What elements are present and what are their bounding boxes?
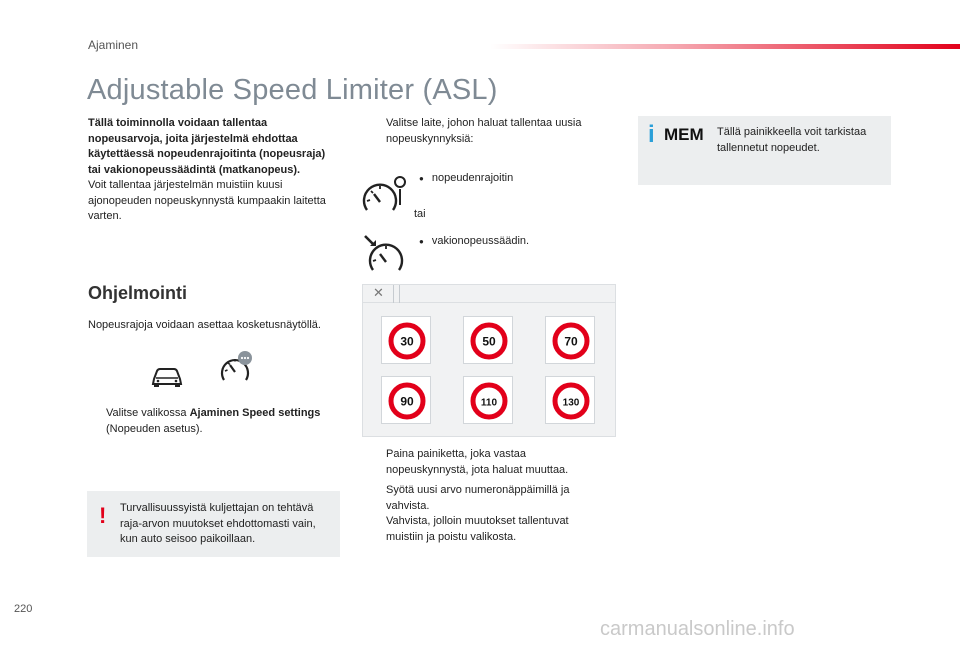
speed-limiter-icon — [362, 172, 410, 216]
speed-settings-icon — [218, 350, 254, 386]
warning-text: Turvallisuussyistä kuljettajan on tehtävä raja-arvon muutokset ehdottomasti vain, kun auto seisoo paikoillaan. — [120, 502, 316, 545]
warning-box — [87, 491, 340, 557]
select-device-text: Valitse laite, johon haluat tallentaa uusia nopeuskynnyksiä: — [386, 117, 582, 145]
speed-sign-icon — [551, 381, 591, 421]
bullet-arrow-icon — [88, 406, 106, 437]
speed-sign-icon — [387, 381, 427, 421]
step-suffix: (Nopeuden asetus). — [106, 422, 203, 435]
speed-preset-button-110[interactable] — [463, 376, 513, 424]
car-icon — [150, 364, 184, 390]
section-heading-programming: Ohjelmointi — [88, 283, 187, 303]
bullet-arrow-icon — [368, 447, 386, 478]
option-limiter — [419, 171, 513, 186]
header-red-line — [490, 44, 960, 49]
step-select-menu — [88, 406, 338, 437]
intro-text: Voit tallentaa järjestelmän muistiin kuusi ajonopeuden nopeuskynnystä kumpaakin laitetta varten. — [88, 179, 326, 222]
speed-value: 90 — [400, 394, 414, 409]
step-enter-value — [368, 483, 608, 514]
touchscreen-speed-panel — [362, 284, 616, 437]
watermark: carmanualsonline.info — [600, 618, 795, 640]
speed-value: 30 — [400, 334, 414, 349]
section-label: Ajaminen — [88, 38, 139, 52]
info-icon: i — [648, 121, 655, 148]
speed-sign-icon — [469, 381, 509, 421]
speed-preset-button-130[interactable] — [545, 376, 595, 424]
option-limiter-label: nopeudenrajoitin — [431, 172, 514, 184]
toolbar-divider — [393, 285, 394, 303]
step-confirm — [368, 514, 608, 545]
screen-toolbar — [363, 285, 615, 303]
speed-sign-icon — [551, 321, 591, 361]
step-press-button — [368, 447, 608, 478]
speed-sign-icon — [387, 321, 427, 361]
speed-preset-button-30[interactable] — [381, 316, 431, 364]
or-text: tai — [414, 208, 426, 220]
intro-bold-text: Tällä toiminnolla voidaan tallentaa nopeusarvoja, joita järjestelmä ehdottaa käytettäessä nopeudenrajoitinta (nopeusraja) tai vakionopeussäädintä (matkanopeus). — [88, 117, 326, 176]
intro-block — [88, 116, 338, 225]
speed-preset-button-90[interactable] — [381, 376, 431, 424]
speed-sign-icon — [469, 321, 509, 361]
menu-path: Ajaminen Speed settings — [189, 407, 321, 419]
close-icon[interactable]: ✕ — [373, 285, 384, 300]
step-select-device — [368, 116, 608, 147]
bullet-arrow-icon — [368, 116, 386, 147]
info-box — [638, 116, 891, 185]
enter-value-text: Syötä uusi arvo numeronäppäimillä ja vahvista. — [386, 484, 570, 512]
bullet-arrow-icon — [368, 514, 386, 545]
option-cruise — [419, 234, 529, 249]
confirm-text: Vahvista, jolloin muutokset tallentuvat muistiin ja poistu valikosta. — [386, 515, 569, 543]
option-cruise-label: vakionopeussäädin. — [431, 235, 530, 247]
speed-value: 130 — [562, 397, 580, 409]
cruise-control-icon — [362, 234, 410, 274]
mem-button-label: MEM — [664, 125, 704, 144]
toolbar-divider — [399, 285, 400, 303]
speed-value: 50 — [482, 334, 496, 349]
bullet-dot-icon: ● — [419, 237, 424, 246]
bullet-arrow-icon — [368, 483, 386, 514]
programming-text: Nopeusrajoja voidaan asettaa kosketusnäytöllä. — [88, 319, 321, 331]
page-number: 220 — [14, 603, 33, 615]
info-text: Tällä painikkeella voit tarkistaa tallennetut nopeudet. — [717, 126, 867, 154]
speed-preset-button-70[interactable] — [545, 316, 595, 364]
step-prefix: Valitse valikossa — [106, 407, 190, 419]
speed-value: 110 — [480, 397, 498, 409]
speed-preset-button-50[interactable] — [463, 316, 513, 364]
warning-icon: ! — [99, 503, 107, 528]
press-button-text: Paina painiketta, joka vastaa nopeuskynnystä, jota haluat muuttaa. — [386, 448, 569, 476]
bullet-dot-icon: ● — [419, 174, 424, 183]
speed-value: 70 — [564, 334, 578, 349]
page-title: Adjustable Speed Limiter (ASL) — [87, 74, 498, 106]
